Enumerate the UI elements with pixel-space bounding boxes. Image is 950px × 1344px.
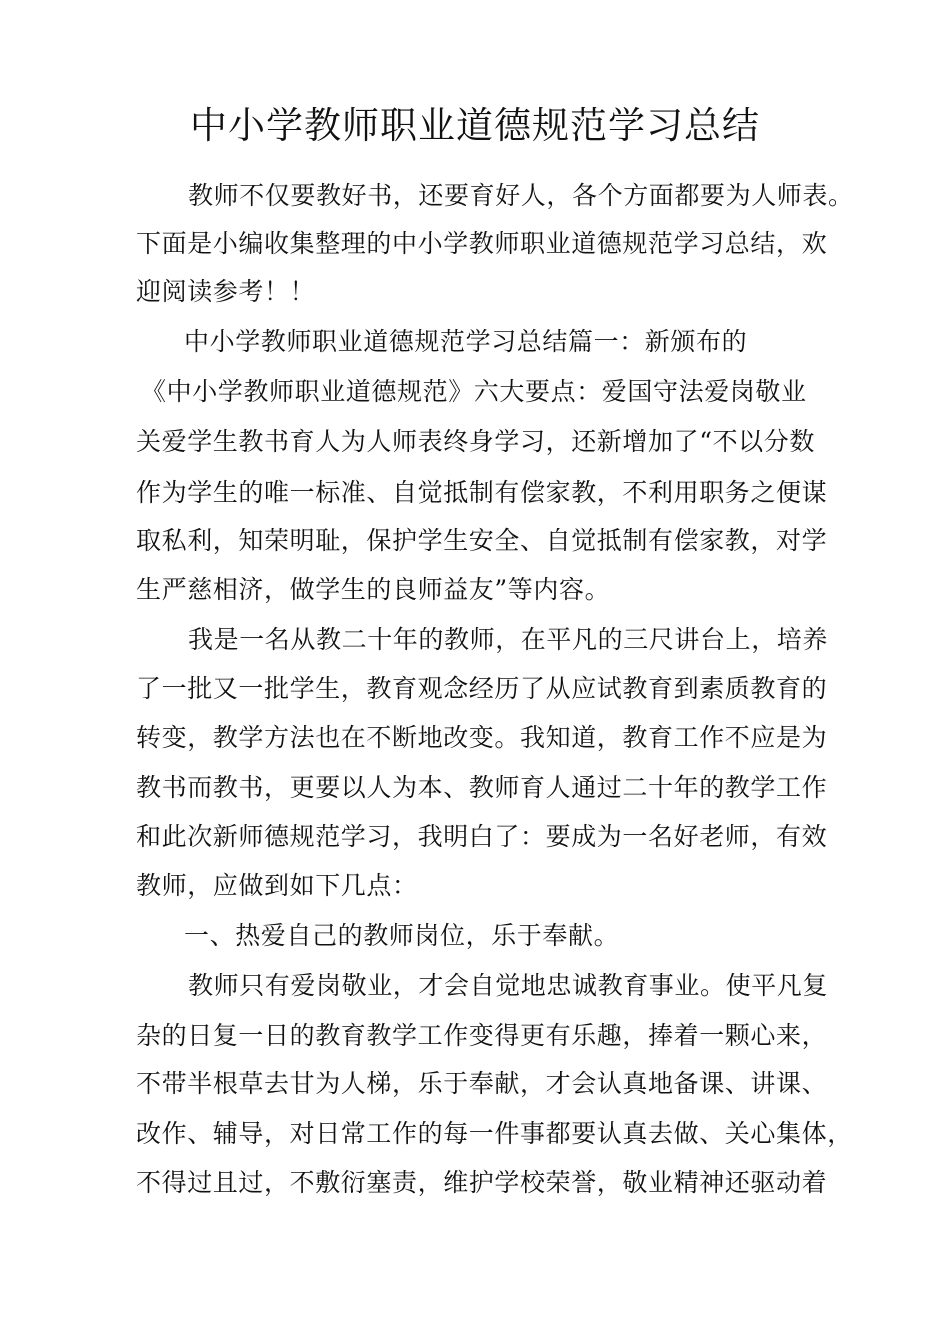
section-heading: 一、热爱自己的教师岗位，乐于奉献。 [184,921,620,950]
paragraph-line: 中小学教师职业道德规范学习总结篇一：新颁布的 [184,327,748,356]
paragraph-line: 迎阅读参考！！ [136,277,316,306]
paragraph-line: 不得过且过，不敷衍塞责，维护学校荣誉，敬业精神还驱动着 [136,1168,828,1197]
paragraph-line: 和此次新师德规范学习，我明白了：要成为一名好老师，有效 [136,822,828,851]
paragraph-line: 关爱学生教书育人为人师表终身学习，还新增加了“不以分数 [136,427,815,456]
paragraph-line: 杂的日复一日的教育教学工作变得更有乐趣，捧着一颗心来， [136,1021,828,1050]
paragraph-line: 《中小学教师职业道德规范》六大要点：爱国守法爱岗敬业 [141,377,807,406]
paragraph-line: 作为学生的唯一标准、自觉抵制有偿家教，不利用职务之便谋 [136,478,828,507]
paragraph-line: 了一批又一批学生，教育观念经历了从应试教育到素质教育的 [136,674,828,703]
paragraph-line: 改作、辅导，对日常工作的每一件事都要认真去做、关心集体， [136,1119,853,1148]
paragraph-line: 教书而教书，更要以人为本、教师育人通过二十年的教学工作 [136,773,828,802]
paragraph-line: 转变，教学方法也在不断地改变。我知道，教育工作不应是为 [136,723,828,752]
paragraph-line: 我是一名从教二十年的教师，在平凡的三尺讲台上，培养 [188,625,829,654]
paragraph-line: 教师不仅要教好书，还要育好人，各个方面都要为人师表。 [188,181,854,210]
paragraph-line: 教师只有爱岗敬业，才会自觉地忠诚教育事业。使平凡复 [188,971,829,1000]
paragraph-line: 下面是小编收集整理的中小学教师职业道德规范学习总结，欢 [136,229,828,258]
paragraph-line: 取私利，知荣明耻，保护学生安全、自觉抵制有偿家教，对学 [136,526,828,555]
paragraph-line: 不带半根草去甘为人梯，乐于奉献，才会认真地备课、讲课、 [136,1069,828,1098]
document-title: 中小学教师职业道德规范学习总结 [190,104,760,147]
paragraph-line: 生严慈相济，做学生的良师益友”等内容。 [136,575,611,604]
paragraph-line: 教师，应做到如下几点： [136,871,418,900]
